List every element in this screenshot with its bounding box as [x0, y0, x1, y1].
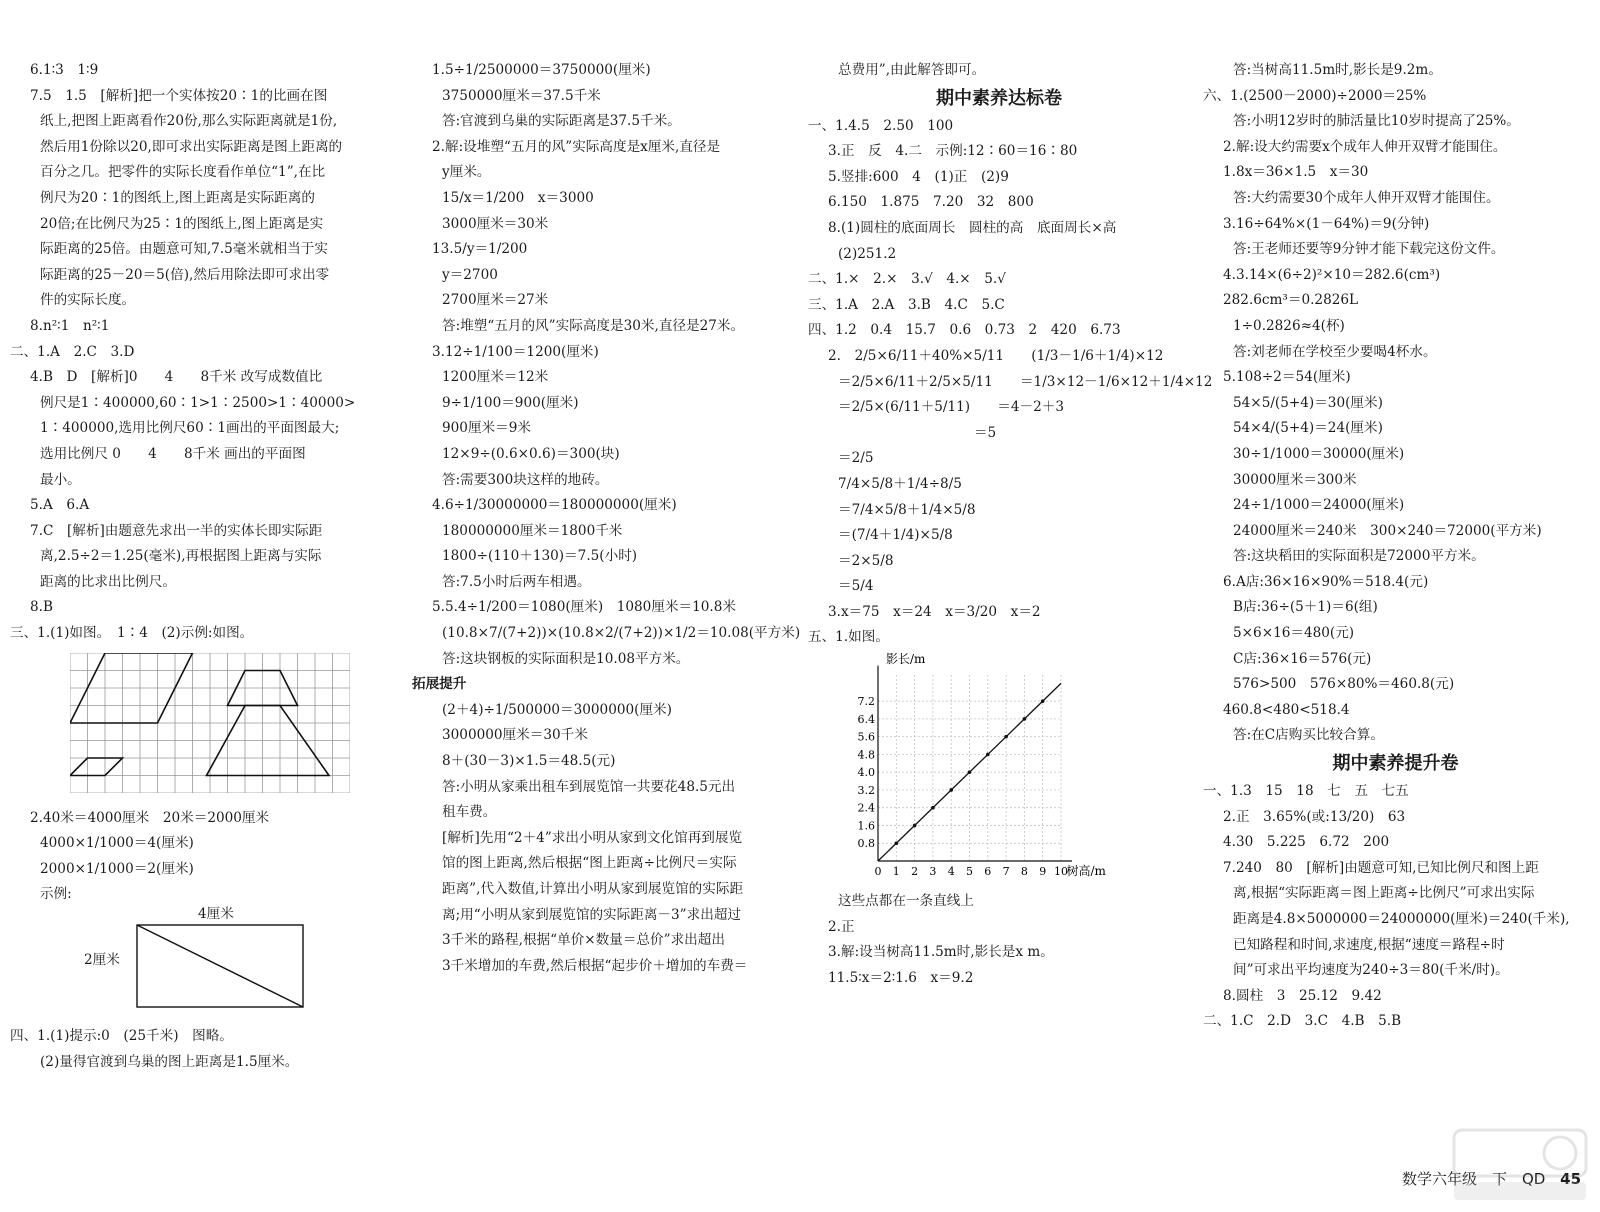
answer-line: 576>500 576×80%＝460.8(元) — [1233, 676, 1455, 693]
answer-line: 3.x＝75 x＝24 x＝3/20 x＝2 — [828, 603, 1041, 620]
answer-line: 3.12÷1/100＝1200(厘米) — [432, 343, 599, 360]
answer-line: 3.16÷64%×(1－64%)＝9(分钟) — [1223, 215, 1430, 232]
answer-line: 答:小明从家乘出租车到展览馆一共要花48.5元出 — [442, 778, 736, 795]
data-point — [1023, 717, 1027, 721]
answer-line: ＝7/4×5/8＋1/4×5/8 — [838, 501, 976, 518]
x-tick-label: 6 — [984, 865, 992, 879]
answer-line: ＝5 — [838, 424, 997, 441]
grid-drawing — [70, 653, 350, 793]
answer-line: [解析]先用“2＋4”求出小明从家到文化馆再到展览 — [442, 829, 743, 846]
answer-line: 7/4×5/8＋1/4÷8/5 — [838, 475, 962, 492]
x-tick-label: 10 — [1054, 865, 1068, 879]
answer-line: y厘米。 — [442, 164, 491, 181]
answer-line: B店:36÷(5＋1)＝6(组) — [1233, 599, 1378, 616]
answer-line: 2000×1/1000＝2(厘米) — [40, 860, 194, 877]
section-title: 期中素养提升卷 — [1332, 753, 1459, 775]
answer-line: 2700厘米＝27米 — [442, 292, 549, 309]
answer-line: 三、1.A 2.A 3.B 4.C 5.C — [808, 296, 1005, 313]
answer-line: 11.5∶x＝2∶1.6 x＝9.2 — [828, 969, 974, 986]
answer-line: 3千米的路程,根据“单价×数量＝总价”求出超出 — [442, 932, 725, 949]
answer-line: 3000厘米＝30米 — [442, 215, 549, 232]
answer-line: 二、1.C 2.D 3.C 4.B 5.B — [1203, 1013, 1402, 1030]
answer-line: 2.正 — [828, 918, 855, 935]
answer-line: y＝2700 — [442, 266, 498, 283]
answer-line: 7.C [解析]由题意先求出一半的实体长即实际距 — [30, 522, 323, 539]
answer-line: 282.6cm³＝0.2826L — [1223, 292, 1359, 309]
answer-line: 答:这块稻田的实际面积是72000平方米。 — [1233, 548, 1485, 565]
answer-line: 3千米增加的车费,然后根据“起步价＋增加的车费＝ — [442, 957, 748, 974]
answer-line: 离,根据“实际距离＝图上距离÷比例尺”可求出实际 — [1233, 885, 1535, 902]
answer-line: 答:这块钢板的实际面积是10.08平方米。 — [442, 650, 690, 667]
x-tick-label: 4 — [947, 865, 955, 879]
x-tick-label: 7 — [1002, 865, 1010, 879]
answer-line: 460.8<480<518.4 — [1223, 701, 1350, 718]
answer-line: 5×6×16＝480(元) — [1233, 625, 1355, 642]
answer-line: 5.A 6.A — [30, 497, 90, 514]
answer-line: 示例: — [40, 886, 72, 903]
answer-line: 30÷1/1000＝30000(厘米) — [1233, 445, 1405, 462]
answer-line: 总费用”,由此解答即可。 — [838, 62, 986, 78]
answer-line: 答:当树高11.5m时,影长是9.2m。 — [1233, 62, 1442, 78]
y-tick-label: 0.8 — [857, 837, 875, 851]
data-point — [949, 788, 953, 792]
answer-line: 3.解:设当树高11.5m时,影长是x m。 — [828, 944, 1054, 961]
column-4 — [1203, 58, 1588, 1035]
answer-line: 8.B — [30, 599, 53, 616]
answer-line: 6.1∶3 1∶9 — [30, 62, 99, 78]
answer-line: 一、1.4.5 2.50 100 — [808, 117, 954, 134]
answer-line: 际距离的25倍。由题意可知,7.5毫米就相当于实 — [40, 241, 328, 258]
answer-line: 最小。 — [40, 471, 81, 488]
answer-line: 24000厘米＝240米 300×240＝72000(平方米) — [1233, 522, 1542, 539]
x-tick-label: 3 — [929, 865, 937, 879]
y-tick-label: 3.2 — [857, 784, 875, 798]
answer-line: 13.5/y＝1/200 — [432, 241, 528, 258]
answer-line: 答:堆塑“五月的风”实际高度是30米,直径是27米。 — [442, 317, 745, 334]
data-point — [913, 824, 917, 828]
answer-line: 已知路程和时间,求速度,根据“速度＝路程÷时 — [1233, 936, 1505, 953]
answer-line: 答:刘老师在学校至少要喝4杯水。 — [1233, 343, 1437, 360]
answer-line: 15/x＝1/200 x＝3000 — [442, 189, 594, 206]
shadow-graph — [848, 653, 1190, 885]
answer-line: 租车费。 — [442, 804, 497, 821]
answer-line: 答:大约需要30个成年人伸开双臂才能围住。 — [1233, 189, 1500, 206]
x-tick-label: 1 — [892, 865, 900, 879]
answer-line: 3.正 反 4.二 示例:12∶60＝16∶80 — [828, 143, 1078, 160]
answer-line: ＝2/5×6/11＋2/5×5/11 ＝1/3×12－1/6×12＋1/4×12 — [838, 373, 1213, 390]
answer-line: 答:需要300块这样的地砖。 — [442, 471, 609, 488]
answer-line: 四、1.(1)提示:0 (25千米) 图略。 — [10, 1028, 233, 1045]
column-2 — [412, 58, 801, 979]
answer-line: 900厘米＝9米 — [442, 420, 531, 437]
x-tick-label: 0 — [874, 865, 882, 879]
answer-line: 8＋(30－3)×1.5＝48.5(元) — [442, 753, 616, 770]
x-axis-label: 树高/m — [1066, 864, 1106, 879]
rect-side-label: 2厘米 — [84, 952, 120, 969]
answer-line: 际距离的25－20＝5(倍),然后用除法即可求出零 — [40, 266, 330, 283]
answer-line: (2)251.2 — [838, 245, 897, 262]
data-point — [931, 806, 935, 810]
answer-line: ＝2×5/8 — [838, 552, 894, 569]
answer-line: 件的实际长度。 — [40, 292, 136, 309]
answer-line: 答:王老师还要等9分钟才能下载完这份文件。 — [1233, 241, 1505, 258]
answer-line: 54×5/(5+4)＝30(厘米) — [1233, 394, 1383, 411]
answer-line: (10.8×7/(7+2))×(10.8×2/(7+2))×1/2＝10.08(平方米) — [442, 625, 801, 642]
answer-line: 六、1.(2500－2000)÷2000＝25% — [1203, 87, 1427, 104]
answer-line: 间”可求出平均速度为240÷3＝80(千米/时)。 — [1233, 962, 1509, 979]
answer-line: 12×9÷(0.6×0.6)＝300(块) — [442, 445, 620, 462]
answer-line: 20倍;在比例尺为25∶1的图纸上,图上距离是实 — [40, 215, 324, 232]
answer-line: 拓展提升 — [412, 676, 467, 693]
x-tick-label: 9 — [1039, 865, 1047, 879]
answer-line: 例尺是1∶400000,60∶1>1∶2500>1∶40000> — [40, 394, 356, 411]
answer-line: 7.240 80 [解析]由题意可知,已知比例尺和图上距 — [1223, 859, 1539, 876]
column-3 — [808, 58, 1213, 991]
answer-line: 2.正 3.65%(或:13/20) 63 — [1223, 808, 1406, 825]
answer-line: 答:小明12岁时的肺活量比10岁时提高了25%。 — [1233, 113, 1520, 130]
answer-line: 二、1.× 2.× 3.√ 4.× 5.√ — [808, 271, 1006, 288]
answer-line: 5.108÷2＝54(厘米) — [1223, 369, 1351, 386]
data-point — [986, 753, 990, 757]
answer-line: 一、1.3 15 18 七 五 七五 — [1203, 783, 1409, 800]
answer-line: 4000×1/1000＝4(厘米) — [40, 835, 194, 852]
y-tick-label: 2.4 — [857, 801, 875, 815]
answer-line: 2.解:设堆塑“五月的风”实际高度是x厘米,直径是 — [432, 138, 721, 155]
answer-line: 然后用1份除以20,即可求出实际距离是图上距离的 — [40, 138, 343, 155]
answer-line: 三、1.(1)如图。 1∶4 (2)示例:如图。 — [10, 625, 254, 642]
grid-figure — [70, 653, 392, 798]
graph-svg — [848, 653, 1108, 885]
data-point — [1041, 699, 1045, 703]
answer-line: (2＋4)÷1/500000＝3000000(厘米) — [442, 701, 672, 718]
answer-line: ＝2/5×(6/11＋5/11) ＝4－2＋3 — [838, 399, 1065, 416]
column-1 — [10, 58, 392, 1075]
answer-line: 4.6÷1/30000000＝180000000(厘米) — [432, 497, 677, 514]
answer-line: 180000000厘米＝1800千米 — [442, 522, 623, 539]
answer-line: 答:官渡到乌巢的实际距离是37.5千米。 — [442, 113, 681, 130]
section-title: 期中素养达标卷 — [936, 87, 1062, 109]
answer-line: 8.圆柱 3 25.12 9.42 — [1223, 987, 1382, 1004]
answer-line: 8.n²∶1 n²∶1 — [30, 317, 110, 334]
answer-line: 8.(1)圆柱的底面周长 圆柱的高 底面周长×高 — [828, 219, 1117, 236]
answer-line: 1÷0.2826≈4(杯) — [1233, 317, 1345, 334]
answer-line: 2. 2/5×6/11＋40%×5/11 (1/3－1/6＋1/4)×12 — [828, 347, 1164, 364]
answer-line: 9÷1/100＝900(厘米) — [442, 394, 579, 411]
rectangle-diagonal — [137, 925, 303, 1007]
answer-line: 6.A店:36×16×90%＝518.4(元) — [1223, 573, 1429, 590]
answer-line: 2.40米＝4000厘米 20米＝2000厘米 — [30, 809, 270, 826]
y-tick-label: 1.6 — [857, 819, 875, 833]
answer-line: 30000厘米＝300米 — [1233, 471, 1357, 488]
x-tick-label: 5 — [966, 865, 973, 879]
y-tick-label: 6.4 — [857, 712, 875, 726]
answer-line: 1.5÷1/2500000＝3750000(厘米) — [432, 62, 651, 78]
answer-line: 4.3.14×(6÷2)²×10＝282.6(cm³) — [1223, 266, 1441, 283]
answer-line: ＝2/5 — [838, 450, 874, 467]
answer-line: 4.30 5.225 6.72 200 — [1223, 834, 1390, 851]
answer-line: 距离是4.8×5000000＝24000000(厘米)＝240(千米), — [1233, 911, 1570, 927]
answer-line: 答:在C店购买比较合算。 — [1233, 727, 1384, 744]
x-tick-label: 2 — [911, 865, 919, 879]
answer-line: 距离”,代入数值,计算出小明从家到展览馆的实际距 — [442, 881, 744, 897]
answer-line: 5.5.4÷1/200＝1080(厘米) 1080厘米＝10.8米 — [432, 599, 736, 616]
answer-line: 例尺为20∶1的图纸上,图上距离是实际距离的 — [40, 189, 315, 206]
answer-line: C店:36×16＝576(元) — [1233, 650, 1372, 667]
y-axis-label: 影长/m — [886, 653, 926, 667]
answer-line: ＝5/4 — [838, 578, 874, 595]
answer-line: 百分之几。把零件的实际长度看作单位“1”,在比 — [40, 164, 326, 181]
answer-line: 24÷1/1000＝24000(厘米) — [1233, 497, 1405, 514]
data-point — [1004, 735, 1008, 739]
answer-line: 四、1.2 0.4 15.7 0.6 0.73 2 420 6.73 — [808, 322, 1121, 339]
answer-line: 答:7.5小时后两车相遇。 — [442, 573, 591, 590]
answer-line: 3750000厘米＝37.5千米 — [442, 87, 601, 104]
y-tick-label: 4.8 — [857, 748, 875, 762]
data-point — [895, 842, 899, 846]
answer-line: 4.B D [解析]0 4 8千米 改写成数值比 — [30, 369, 323, 386]
answer-line: 3000000厘米＝30千米 — [442, 727, 588, 744]
answer-line: 1.8x＝36×1.5 x＝30 — [1223, 164, 1369, 181]
x-tick-label: 8 — [1020, 865, 1028, 879]
answer-line: (2)量得官渡到乌巢的图上距离是1.5厘米。 — [40, 1053, 299, 1070]
rectangle-drawing — [136, 924, 306, 1014]
footer-subject: 数学六年级 下 QD — [1402, 1170, 1546, 1188]
data-point — [968, 770, 972, 774]
answer-line: 纸上,把图上距离看作20份,那么实际距离就是1份, — [40, 113, 338, 130]
answer-line: 2.解:设大约需要x个成年人伸开双臂才能围住。 — [1223, 138, 1507, 155]
answer-line: 离;用“小明从家到展览馆的实际距离－3”求出超过 — [442, 906, 742, 923]
answer-line: 馆的图上距离,然后根据“图上距离÷比例尺＝实际 — [442, 855, 737, 872]
answer-line: 5.竖排:600 4 (1)正 (2)9 — [828, 168, 1009, 185]
answer-line: 6.150 1.875 7.20 32 800 — [828, 194, 1034, 211]
y-tick-label: 7.2 — [857, 695, 875, 709]
y-tick-label: 4.0 — [857, 766, 875, 780]
answer-line: 二、1.A 2.C 3.D — [10, 343, 135, 360]
answer-line: 1800÷(110＋130)＝7.5(小时) — [442, 548, 638, 565]
parallelogram-small — [70, 758, 123, 776]
answer-line: 选用比例尺 0 4 8千米 画出的平面图 — [40, 445, 306, 462]
watermark-logo-icon — [1450, 1120, 1590, 1205]
answer-line: 五、1.如图。 — [808, 629, 889, 646]
rect-top-label: 4厘米 — [198, 906, 234, 923]
answer-line: 1∶400000,选用比例尺60∶1画出的平面图最大; — [40, 420, 340, 437]
rectangle-figure — [10, 908, 392, 1018]
answer-line: 1200厘米＝12米 — [442, 369, 549, 386]
answer-line: 54×4/(5+4)＝24(厘米) — [1233, 420, 1383, 437]
answer-line: 这些点都在一条直线上 — [838, 893, 974, 910]
answer-line: ＝(7/4＋1/4)×5/8 — [838, 527, 953, 544]
y-tick-label: 5.6 — [857, 730, 875, 744]
answer-line: 距离的比求出比例尺。 — [40, 573, 176, 590]
answer-line: 离,2.5÷2＝1.25(毫米),再根据图上距离与实际 — [40, 548, 322, 565]
page-number: 45 — [1560, 1170, 1582, 1188]
answer-line: 7.5 1.5 [解析]把一个实体按20∶1的比画在图 — [30, 87, 328, 104]
